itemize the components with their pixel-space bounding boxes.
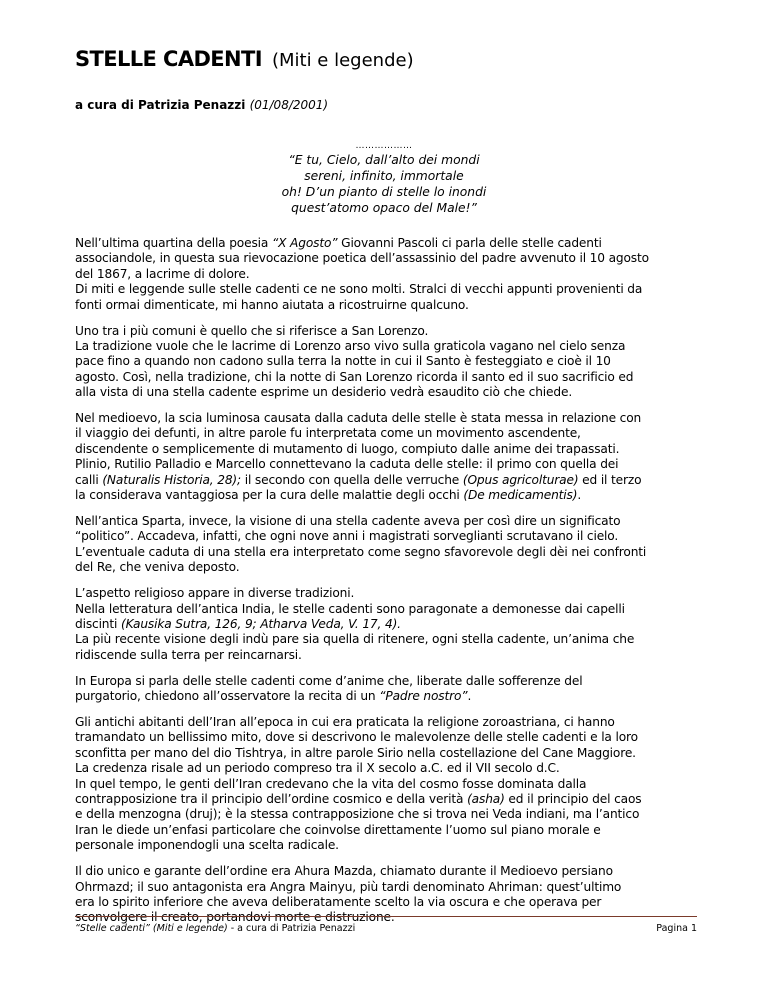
- text-line: [75, 674, 700, 689]
- text-line: [75, 617, 700, 632]
- text-line: [75, 560, 700, 575]
- text-run: La tradizione vuole che le lacrime di Lorenzo arso vivo sulla graticola vagano nel cielo senza: [75, 338, 626, 353]
- text-run: ridiscende sulla terra per reincarnarsi.: [75, 647, 302, 662]
- poem-line: quest’atomo opaco del Male!”: [291, 201, 477, 215]
- author-name: a cura di Patrizia Penazzi: [75, 98, 246, 112]
- poem-line: oh! D’un pianto di stelle lo inondi: [281, 185, 487, 199]
- italic-text: “X Agosto”: [271, 236, 338, 250]
- text-line: [75, 730, 700, 745]
- paragraph: [75, 674, 700, 705]
- text-run: Nell’antica Sparta, invece, la visione di una stella cadente aveva per così dire un significato: [75, 514, 621, 528]
- italic-text: “Padre nostro”: [379, 689, 468, 704]
- text-run: Il dio unico e garante dell’ordine era Ahura Mazda, chiamato durante il Medioevo persiano: [75, 864, 613, 879]
- text-run: Uno tra i più comuni è quello che si riferisce a San Lorenzo.: [75, 323, 429, 338]
- text-line: [75, 838, 700, 853]
- text-run: fonti ormai dimenticate, mi hanno aiutata a ricostruirne qualcuno.: [75, 297, 469, 312]
- author-line: [75, 98, 328, 112]
- text-run: Nell’ultima quartina della poesia: [75, 236, 272, 250]
- text-line: [75, 282, 700, 297]
- text-run: del 1867, a lacrime di dolore.: [75, 266, 250, 281]
- text-line: [75, 823, 700, 838]
- text-run: associandole, in questa sua rievocazione poetica dell’assassinio del padre avvenuto il 10 agosto: [75, 251, 649, 266]
- text-run: discinti: [75, 616, 121, 631]
- text-run: Nella letteratura dell’antica India, le stelle cadenti sono paragonate a demonesse dai capelli: [75, 601, 625, 616]
- text-line: [75, 411, 700, 426]
- text-line: [75, 236, 700, 251]
- text-run: .: [467, 689, 472, 704]
- text-run: pace fino a quando non cadono sulla terra la notte in cui il Santo è festeggiato e cioè il 10: [75, 354, 611, 369]
- text-line: [75, 689, 700, 704]
- poem-ellipsis: ………………: [355, 141, 413, 151]
- poem-line: sereni, infinito, immortale: [304, 169, 464, 183]
- title-main: STELLE CADENTI: [75, 47, 262, 71]
- text-run: purgatorio, chiedono all’osservatore la recita di un: [75, 689, 380, 704]
- text-line: [75, 370, 700, 385]
- paragraph: [75, 236, 700, 313]
- text-line: [75, 746, 700, 761]
- title-subtitle: (Miti e legende): [271, 50, 414, 71]
- text-line: [75, 442, 700, 457]
- text-line: [75, 324, 700, 339]
- paragraph: [75, 715, 700, 854]
- text-run: tramandato un bellissimo mito, dove si descrivono le malevolenze delle stelle cadenti e la loro: [75, 730, 638, 745]
- text-line: [75, 529, 700, 544]
- text-line: [75, 488, 700, 503]
- text-line: [75, 545, 700, 560]
- italic-text: (Opus agricolturae): [462, 472, 579, 487]
- text-run: Ohrmazd; il suo antagonista era Angra Mainyu, più tardi denominato Ahriman: quest’ultimo: [75, 879, 622, 894]
- text-line: [75, 864, 700, 879]
- text-run: discendente o semplicemente di mutamento di luogo, compiuto dalle anime dei trapassati.: [75, 441, 620, 456]
- footer-author: - a cura di Patrizia Penazzi: [227, 923, 356, 934]
- text-run: Di miti e leggende sulle stelle cadenti ce ne sono molti. Stralci di vecchi appunti provenienti da: [75, 282, 643, 297]
- text-run: alla vista di una stella cadente esprime un desiderio vedrà esaudito ciò che chiede.: [75, 385, 573, 400]
- document-title: [75, 47, 414, 71]
- author-date: (01/08/2001): [249, 98, 329, 112]
- text-run: Nel medioevo, la scia luminosa causata dalla caduta delle stelle è stata messa in relazione con: [75, 411, 642, 426]
- text-line: [75, 385, 700, 400]
- footer-divider: [75, 916, 697, 917]
- paragraph: [75, 586, 700, 663]
- text-run: “politico”. Accadeva, infatti, che ogni nove anni i magistrati sorveglianti scrutavano il cielo.: [75, 529, 619, 544]
- text-run: sconvolgere il creato, portandovi morte e distruzione.: [75, 910, 395, 925]
- text-run: Giovanni Pascoli ci parla delle stelle cadenti: [337, 236, 602, 250]
- text-run: In Europa si parla delle stelle cadenti come d’anime che, liberate dalle sofferenze del: [75, 673, 583, 688]
- text-line: [75, 426, 700, 441]
- text-run: era lo spirito inferiore che aveva deliberatamente scelto la via oscura e che operava per: [75, 894, 602, 909]
- footer-caption: [75, 923, 355, 934]
- text-line: [75, 473, 700, 488]
- italic-text: (De medicamentis): [463, 488, 578, 503]
- italic-text: (Naturalis Historia, 28);: [102, 472, 241, 487]
- text-run: ed il terzo: [578, 472, 642, 487]
- text-run: personale imponendogli una scelta radicale.: [75, 838, 339, 853]
- text-run: L’aspetto religioso appare in diverse tradizioni.: [75, 586, 355, 601]
- text-run: del Re, che veniva deposto.: [75, 560, 240, 575]
- page-number: Pagina 1: [656, 923, 697, 934]
- poem-quote: [200, 140, 568, 216]
- text-line: [75, 777, 700, 792]
- text-run: la considerava vantaggiosa per la cura delle malattie degli occhi: [75, 488, 464, 503]
- text-run: In quel tempo, le genti dell’Iran credevano che la vita del cosmo fosse dominata dalla: [75, 776, 587, 791]
- text-line: [75, 354, 700, 369]
- text-line: [75, 761, 700, 776]
- text-line: [75, 251, 700, 266]
- text-run: La più recente visione degli indù pare sia quella di ritenere, ogni stella cadente, un’anima che: [75, 632, 635, 647]
- text-line: [75, 807, 700, 822]
- text-run: .: [577, 488, 582, 503]
- text-line: [75, 792, 700, 807]
- italic-text: (asha): [467, 792, 505, 806]
- paragraph: [75, 514, 700, 576]
- text-line: [75, 514, 700, 529]
- text-line: [75, 457, 700, 472]
- article-body: [75, 236, 700, 936]
- text-line: [75, 339, 700, 354]
- text-line: [75, 298, 700, 313]
- paragraph: [75, 324, 700, 401]
- paragraph: [75, 411, 700, 503]
- poem-line: “E tu, Cielo, dall’alto dei mondi: [288, 153, 480, 167]
- text-line: [75, 895, 700, 910]
- text-line: [75, 267, 700, 282]
- text-run: L’eventuale caduta di una stella era interpretato come segno sfavorevole degli dèi nei confronti: [75, 544, 647, 559]
- text-line: [75, 586, 700, 601]
- text-run: calli: [75, 472, 103, 487]
- text-line: [75, 632, 700, 647]
- text-run: e della menzogna (druj); è la stessa contrapposizione che si trova nei Veda indiani, ma l’antico: [75, 807, 640, 822]
- text-run: contrapposizione tra il principio dell’ordine cosmico e della verità: [75, 792, 468, 806]
- text-run: ed il principio del caos: [504, 792, 642, 806]
- footer-title: “Stelle cadenti” (Miti e legende): [75, 923, 228, 934]
- text-run: sconfitta per mano del dio Tishtrya, in altre parole Sirio nella costellazione del Cane Maggiore.: [75, 745, 636, 760]
- text-line: [75, 602, 700, 617]
- text-run: Iran le diede un’enfasi particolare che coinvolse direttamente l’uomo sul piano morale e: [75, 822, 601, 837]
- text-run: Plinio, Rutilio Palladio e Marcello connettevano la caduta delle stelle: il primo con quella dei: [75, 457, 619, 472]
- text-run: La credenza risale ad un periodo compreso tra il X secolo a.C. ed il VII secolo d.C.: [75, 761, 560, 776]
- text-line: [75, 648, 700, 663]
- text-line: [75, 880, 700, 895]
- text-line: [75, 715, 700, 730]
- text-run: il secondo con quella delle verruche: [241, 472, 463, 487]
- text-run: Gli antichi abitanti dell’Iran all’epoca in cui era praticata la religione zoroastriana, ci hanno: [75, 714, 615, 729]
- italic-text: (Kausika Sutra, 126, 9; Atharva Veda, V. 17, 4).: [120, 616, 401, 631]
- text-run: il viaggio dei defunti, in altre parole fu interpretata come un movimento ascendente,: [75, 426, 581, 441]
- text-run: agosto. Così, nella tradizione, chi la notte di San Lorenzo ricorda il santo ed il suo sacrificio ed: [75, 369, 634, 384]
